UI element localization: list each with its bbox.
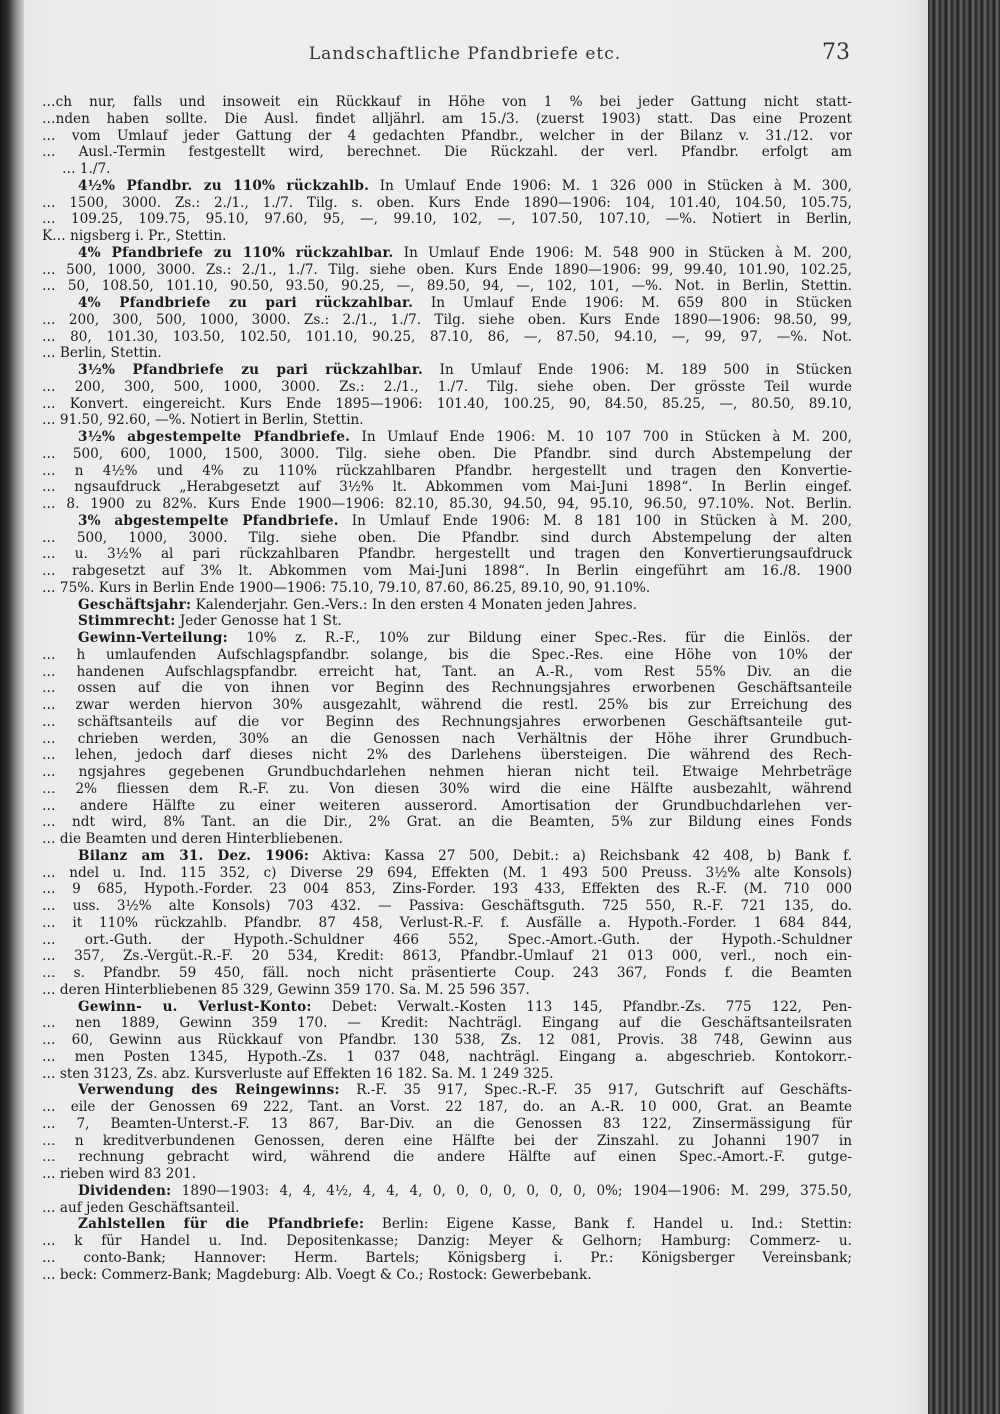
- text-line: [42, 1166, 852, 1183]
- book-gutter-left: [0, 0, 24, 1414]
- line-text: … 200, 300, 500, 1000, 3000. Zs.: 2./1., 1./7. Tilg. siehe oben. Der grösste Teil wurde: [42, 378, 852, 395]
- line-text: …ch nur, falls und insoweit ein Rückkauf in Höhe von 1 % bei jeder Gattung nicht statt-: [42, 94, 852, 110]
- line-text: In Umlauf Ende 1906: M. 189 500 in Stücken: [422, 362, 852, 378]
- book-edge-right: [928, 0, 1000, 1414]
- text-line: [42, 1233, 852, 1250]
- text-line: [42, 932, 852, 949]
- text-line: [42, 764, 852, 781]
- line-text: … ndt wird, 8% Tant. an die Dir., 2% Grat. an die Beamten, 5% zur Bildung eines Fonds: [42, 814, 852, 831]
- section-heading: 4% Pfandbriefe zu pari rückzahlbar.: [78, 295, 414, 311]
- line-text: … ndel u. Ind. 115 352, c) Diverse 29 694, Effekten (M. 1 493 500 Preuss. 3½% alte Konsols): [42, 864, 852, 881]
- section-heading: Gewinn- u. Verlust-Konto:: [78, 998, 312, 1015]
- text-line: [42, 563, 852, 580]
- line-text: … 8. 1900 zu 82%. Kurs Ende 1900—1906: 82.10, 85.30, 94.50, 94, 95.10, 96.50, 97.10%. Not. Berlin.: [42, 496, 852, 512]
- text-line: [42, 144, 852, 161]
- text-line: [42, 1066, 852, 1083]
- text-line: [42, 982, 852, 999]
- text-line: [42, 412, 852, 429]
- text-line: [42, 111, 852, 128]
- text-line: [42, 329, 852, 346]
- line-text: … 200, 300, 500, 1000, 3000. Zs.: 2./1., 1./7. Tilg. siehe oben. Kurs Ende 1890—1906: 98.50, 99,: [42, 311, 852, 328]
- line-text: … 500, 600, 1000, 1500, 3000. Tilg. siehe oben. Die Pfandbr. sind durch Abstempelung der: [42, 445, 852, 462]
- line-text: Debet: Verwalt.-Kosten 113 145, Pfandbr.-Zs. 775 122, Pen-: [311, 998, 852, 1015]
- line-text: … Ausl.-Termin festgestellt wird, berechnet. Die Rückzahl. der verl. Pfandbr. erfolgt am: [42, 144, 852, 161]
- text-line: [42, 463, 852, 480]
- running-header: [80, 40, 850, 74]
- text-line: [42, 613, 852, 630]
- text-line: [42, 1116, 852, 1133]
- text-line: [42, 479, 852, 496]
- text-line: [42, 161, 852, 178]
- line-text: K… nigsberg i. Pr., Stettin.: [42, 228, 227, 244]
- text-line: [42, 546, 852, 563]
- line-text: … 91.50, 92.60, —%. Notiert in Berlin, Stettin.: [42, 412, 364, 429]
- line-text: Berlin: Eigene Kasse, Bank f. Handel u. Ind.: Stettin:: [364, 1216, 852, 1233]
- line-text: Kalenderjahr. Gen.-Vers.: In den ersten 4 Monaten jeden Jahres.: [191, 596, 637, 613]
- text-line: [42, 1049, 852, 1066]
- text-line: [42, 798, 852, 815]
- line-text: … chrieben werden, 30% an die Genossen nach Verhältnis der Höhe ihrer Grundbuch-: [42, 730, 852, 747]
- line-text: … zwar werden hiervon 30% ausgezahlt, während die restl. 25% bis zur Erreichung des: [42, 697, 852, 713]
- line-text: … 60, Gewinn aus Rückkauf von Pfandbr. 130 538, Zs. 12 081, Provis. 38 748, Gewinn aus: [42, 1032, 852, 1048]
- line-text: 10% z. R.-F., 10% zur Bildung einer Spec.-Res. für die Einlös. der: [227, 630, 852, 646]
- text-line: [42, 295, 852, 312]
- text-line: [42, 597, 852, 614]
- section-heading: Bilanz am 31. Dez. 1906:: [78, 847, 310, 864]
- line-text: … Berlin, Stettin.: [42, 345, 162, 362]
- line-text: … n kreditverbundenen Genossen, deren eine Hälfte bei der Zinszahl. zu Johanni 1907 in: [42, 1132, 852, 1149]
- text-line: [42, 1200, 852, 1217]
- text-line: [42, 965, 852, 982]
- line-text: … rieben wird 83 201.: [42, 1166, 197, 1182]
- text-line: [42, 1015, 852, 1032]
- text-line: [42, 1216, 852, 1233]
- line-text: … andere Hälfte zu einer weiteren ausserord. Amortisation der Grundbuchdarlehen ver-: [42, 797, 852, 814]
- section-heading: Geschäftsjahr:: [78, 596, 192, 613]
- line-text: … eile der Genossen 69 222, Tant. an Vorst. 22 187, do. an A.-R. 10 000, Grat. an Beamte: [42, 1099, 852, 1115]
- text-line: [42, 814, 852, 831]
- text-line: [42, 647, 852, 664]
- text-line: [42, 94, 852, 111]
- text-line: [42, 781, 852, 798]
- line-text: … beck: Commerz-Bank; Magdeburg: Alb. Voegt & Co.; Rostock: Gewerbebank.: [42, 1266, 592, 1283]
- text-line: [42, 664, 852, 681]
- line-text: … 357, Zs.-Vergüt.-R.-F. 20 534, Kredit: 8613, Pfandbr.-Umlauf 21 013 000, verl., noch ein-: [42, 948, 852, 965]
- text-line: [42, 881, 852, 898]
- line-text: … 500, 1000, 3000. Zs.: 2./1., 1./7. Tilg. siehe oben. Kurs Ende 1890—1906: 99, 99.40, 101.90, 102.25,: [42, 261, 852, 278]
- text-line: [42, 580, 852, 597]
- text-line: [42, 496, 852, 513]
- text-line: [42, 747, 852, 764]
- text-line: [42, 262, 852, 279]
- line-text: … 80, 101.30, 103.50, 102.50, 101.10, 90.25, 87.10, 86, —, 87.50, 94.10, —, 99, 97, —%. Not.: [42, 328, 852, 345]
- line-text: Aktiva: Kassa 27 500, Debit.: a) Reichsbank 42 408, b) Bank f.: [309, 847, 852, 864]
- section-heading: 3½% abgestempelte Pfandbriefe.: [78, 429, 351, 445]
- text-line: [42, 1032, 852, 1049]
- text-line: [42, 697, 852, 714]
- line-text: … auf jeden Geschäftsanteil.: [42, 1199, 240, 1216]
- section-heading: 3% abgestempelte Pfandbriefe.: [78, 512, 339, 529]
- text-line: [42, 680, 852, 697]
- header-title: Landschaftliche Pfandbriefe etc.: [308, 44, 622, 64]
- text-line: [42, 831, 852, 848]
- text-line: [42, 128, 852, 145]
- line-text: … conto-Bank; Hannover: Herm. Bartels; Königsberg i. Pr.: Königsberger Vereinsbank;: [42, 1249, 852, 1266]
- text-line: [42, 630, 852, 647]
- text-line: [42, 1099, 852, 1116]
- line-text: … ngsaufdruck „Herabgesetzt auf 3½% lt. Abkommen vom Mai-Juni 1898“. In Berlin eingef.: [42, 479, 852, 496]
- text-line: [42, 211, 852, 228]
- line-text: … it 110% rückzahlb. Pfandbr. 87 458, Verlust-R.-F. f. Ausfälle a. Hypoth.-Forder. 1 684 844,: [42, 914, 852, 931]
- text-line: [42, 278, 852, 295]
- page-body: [42, 94, 852, 1283]
- text-line: [42, 513, 852, 530]
- line-text: … uss. 3½% alte Konsols) 703 432. — Passiva: Geschäftsguth. 725 550, R.-F. 721 135, do.: [42, 898, 852, 914]
- line-text: … 75%. Kurs in Berlin Ende 1900—1906: 75.10, 79.10, 87.60, 86.25, 89.10, 90, 91.10%.: [42, 579, 651, 596]
- line-text: … 1./7.: [62, 161, 111, 177]
- text-line: [42, 898, 852, 915]
- text-line: [42, 1149, 852, 1166]
- text-line: [42, 345, 852, 362]
- line-text: … 7, Beamten-Unterst.-F. 13 867, Bar-Div. an die Genossen 83 122, Zinsermässigung für: [42, 1115, 852, 1132]
- text-line: [42, 396, 852, 413]
- section-heading: Gewinn-Verteilung:: [78, 630, 228, 646]
- line-text: … ossen auf die von ihnen vor Beginn des Rechnungsjahres erworbenen Geschäftsanteile: [42, 680, 852, 697]
- text-line: [42, 228, 852, 245]
- section-heading: 4½% Pfandbr. zu 110% rückzahlb.: [78, 177, 370, 194]
- text-line: [42, 848, 852, 865]
- line-text: … sten 3123, Zs. abz. Kursverluste auf Effekten 16 182. Sa. M. 1 249 325.: [42, 1065, 554, 1082]
- text-line: [42, 948, 852, 965]
- line-text: … 50, 108.50, 101.10, 90.50, 93.50, 90.25, —, 89.50, 94, —, 102, 101, —%. Not. in Berlin, Stettin.: [42, 278, 852, 295]
- text-line: [42, 312, 852, 329]
- text-line: [42, 178, 852, 195]
- text-line: [42, 1267, 852, 1284]
- line-text: R.-F. 35 917, Spec.-R.-F. 35 917, Gutschrift auf Geschäfts-: [339, 1082, 852, 1099]
- section-heading: Stimmrecht:: [78, 613, 176, 630]
- line-text: … h umlaufenden Aufschlagspfandbr. solange, bis die Spec.-Res. eine Höhe von 10% der: [42, 646, 852, 663]
- section-heading: Zahlstellen für die Pfandbriefe:: [78, 1216, 365, 1233]
- line-text: … handenen Aufschlagspfandbr. erreicht hat, Tant. an A.-R., vom Rest 55% Div. an die: [42, 663, 852, 680]
- line-text: … 2% fliessen dem R.-F. zu. Von diesen 30% wird die eine Hälfte ausbezahlt, während: [42, 780, 852, 797]
- line-text: In Umlauf Ende 1906: M. 8 181 100 in Stücken à M. 200,: [338, 512, 852, 529]
- line-text: … s. Pfandbr. 59 450, fäll. noch nicht präsentierte Coup. 243 367, Fonds f. die Beamten: [42, 965, 852, 981]
- line-text: … 1500, 3000. Zs.: 2./1., 1./7. Tilg. s. oben. Kurs Ende 1890—1906: 104, 101.40, 104.50, 105.75,: [42, 194, 852, 211]
- text-line: [42, 446, 852, 463]
- line-text: … rabgesetzt auf 3% lt. Abkommen vom Mai-Juni 1898“. In Berlin eingeführt am 16./8. 1900: [42, 563, 852, 579]
- line-text: … u. 3½% al pari rückzahlbaren Pfandbr. hergestellt und tragen den Konvertierungsaufdruck: [42, 546, 852, 563]
- line-text: … deren Hinterbliebenen 85 329, Gewinn 359 170. Sa. M. 25 596 357.: [42, 981, 530, 998]
- line-text: …nden haben sollte. Die Ausl. findet alljährl. am 15./3. (zuerst 1903) statt. Das eine Prozent: [42, 110, 852, 127]
- line-text: In Umlauf Ende 1906: M. 548 900 in Stücken à M. 200,: [393, 244, 852, 261]
- text-line: [42, 1250, 852, 1267]
- line-text: In Umlauf Ende 1906: M. 659 800 in Stücken: [413, 295, 852, 311]
- line-text: … 500, 1000, 3000. Tilg. siehe oben. Die Pfandbr. sind durch Abstempelung der alten: [42, 529, 852, 546]
- line-text: … k für Handel u. Ind. Depositenkasse; Danzig: Meyer & Gelhorn; Hamburg: Commerz- u.: [42, 1233, 852, 1249]
- line-text: 1890—1903: 4, 4, 4½, 4, 4, 4, 0, 0, 0, 0, 0, 0, 0, 0%; 1904—1906: M. 299, 375.50,: [171, 1182, 852, 1199]
- section-heading: 4% Pfandbriefe zu 110% rückzahlbar.: [78, 244, 394, 261]
- section-heading: Dividenden:: [78, 1182, 172, 1199]
- line-text: … ngsjahres gegebenen Grundbuchdarlehen nehmen hieran nicht teil. Etwaige Mehrbeträge: [42, 764, 852, 780]
- text-line: [42, 429, 852, 446]
- line-text: … men Posten 1345, Hypoth.-Zs. 1 037 048, nachträgl. Eingang a. abgeschrieb. Kontokorr.-: [42, 1048, 852, 1065]
- text-line: [42, 865, 852, 882]
- line-text: … schäftsanteils auf die vor Beginn des Rechnungsjahres erworbenen Geschäftsanteile gut-: [42, 713, 852, 730]
- text-line: [42, 530, 852, 547]
- line-text: … 9 685, Hypoth.-Forder. 23 004 853, Zins-Forder. 193 433, Effekten des R.-F. (M. 710 000: [42, 881, 852, 898]
- text-line: [42, 245, 852, 262]
- line-text: … vom Umlauf jeder Gattung der 4 gedachten Pfandbr., welcher in der Bilanz v. 31./12. vor: [42, 127, 852, 144]
- page-number: 73: [822, 40, 850, 65]
- text-line: [42, 1082, 852, 1099]
- line-text: … n 4½% und 4% zu 110% rückzahlbaren Pfandbr. hergestellt und tragen den Konvertie-: [42, 462, 852, 479]
- line-text: … rechnung gebracht wird, während die andere Hälfte auf einen Spec.-Amort.-F. gutge-: [42, 1149, 852, 1166]
- line-text: … 109.25, 109.75, 95.10, 97.60, 95, —, 99.10, 102, —, 107.50, 107.10, —%. Notiert in Berlin,: [42, 211, 852, 228]
- section-heading: Verwendung des Reingewinns:: [78, 1082, 340, 1099]
- line-text: In Umlauf Ende 1906: M. 1 326 000 in Stücken à M. 300,: [369, 177, 852, 194]
- line-text: … die Beamten und deren Hinterbliebenen.: [42, 831, 343, 847]
- section-heading: 3½% Pfandbriefe zu pari rückzahlbar.: [78, 362, 423, 378]
- text-line: [42, 195, 852, 212]
- text-line: [42, 714, 852, 731]
- text-line: [42, 731, 852, 748]
- text-line: [42, 1183, 852, 1200]
- text-line: [42, 1133, 852, 1150]
- line-text: In Umlauf Ende 1906: M. 10 107 700 in Stücken à M. 200,: [350, 429, 852, 445]
- text-line: [42, 379, 852, 396]
- line-text: … ort.-Guth. der Hypoth.-Schuldner 466 552, Spec.-Amort.-Guth. der Hypoth.-Schuldner: [42, 931, 852, 948]
- line-text: Jeder Genosse hat 1 St.: [175, 613, 342, 630]
- text-line: [42, 999, 852, 1016]
- line-text: … Konvert. eingereicht. Kurs Ende 1895—1906: 101.40, 100.25, 90, 84.50, 85.25, —, 80.50, 89.10,: [42, 395, 852, 412]
- text-line: [42, 915, 852, 932]
- text-line: [42, 362, 852, 379]
- line-text: … nen 1889, Gewinn 359 170. — Kredit: Nachträgl. Eingang auf die Geschäftsanteilsraten: [42, 1015, 852, 1032]
- line-text: … lehen, jedoch darf dieses nicht 2% des Darlehens übersteigen. Die während des Rech-: [42, 747, 852, 764]
